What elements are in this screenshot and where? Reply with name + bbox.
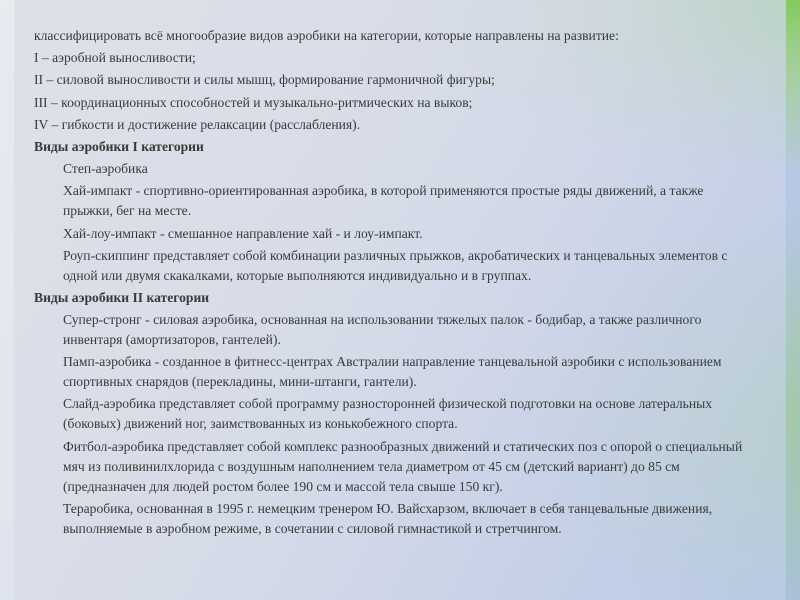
list-item (34, 499, 754, 539)
bullet-icon (34, 394, 63, 434)
list-item (34, 394, 754, 434)
list-item (34, 224, 754, 244)
list-item-text: Супер-стронг - силовая аэробика, основанная на использовании тяжелых палок - бодибар, а также различного инвентаря (амортизаторов, гантелей). (63, 312, 702, 348)
bullet-icon (34, 224, 63, 244)
list-item-text: Слайд-аэробика представляет собой программу разносторонней физической подготовки на основе латеральных (боковых) движений ног, заимствованных из конькобежного спорта. (63, 396, 713, 432)
category-line-2: II – силовой выносливости и силы мышц, формирование гармоничной фигуры; (34, 72, 495, 88)
list-item-text: Роуп-скиппинг представляет собой комбинации различных прыжков, акробатических и танцевальных элементов с одной или двумя скакалками, которые выполняются индивидуально и в группах. (63, 247, 728, 283)
list-item-text: Хай-лоу-импакт - смешанное направление хай - и лоу-импакт. (63, 225, 423, 241)
list-item (34, 246, 754, 286)
category-line-3: III – координационных способностей и музыкально-ритмических на выков; (34, 94, 473, 110)
bullet-icon (34, 352, 63, 392)
slide-content (34, 26, 754, 541)
section1-heading: Виды аэробики I категории (34, 138, 204, 154)
bullet-icon (34, 437, 63, 497)
list-item-text: Фитбол-аэробика представляет собой комплекс разнообразных движений и статических поз с опорой о специальный мяч из поливинилхлорида с воздушным наполнением тела диаметром от 45 см (детский вариант) до 85 см (предназначен для людей ростом более 190 см и массой тела свыше 150 кг). (63, 438, 743, 494)
category-line-1: I – аэробной выносливости; (34, 50, 196, 66)
bullet-icon (34, 181, 63, 221)
category-line-4: IV – гибкости и достижение релаксации (расслабления). (34, 116, 361, 132)
list-item (34, 310, 754, 350)
list-item (34, 181, 754, 221)
bullet-icon (34, 310, 63, 350)
list-item-text: Памп-аэробика - созданное в фитнесс-центрах Австралии направление танцевальной аэробики с использованием спортивных снарядов (перекладины, мини-штанги, гантели). (63, 354, 722, 390)
slide-panel (14, 0, 786, 600)
section2-heading: Виды аэробики II категории (34, 289, 210, 305)
bullet-icon (34, 499, 63, 539)
list-item-text: Тераробика, основанная в 1995 г. немецким тренером Ю. Вайсхарзом, включает в себя танцевальные движения, выполняемые в аэробном режиме, в сочетании с силовой гимнастикой и стретчингом. (63, 500, 713, 536)
bullet-icon (34, 159, 63, 179)
list-item (34, 352, 754, 392)
bullet-icon (34, 246, 63, 286)
list-item-text: Степ-аэробика (63, 161, 148, 177)
list-item (34, 437, 754, 497)
list-item-text: Хай-импакт - спортивно-ориентированная аэробика, в которой применяются простые ряды движений, а также прыжки, бег на месте. (63, 183, 704, 219)
intro-text: классифицировать всё многообразие видов аэробики на категории, которые направлены на развитие: (34, 28, 619, 43)
list-item (34, 159, 754, 179)
